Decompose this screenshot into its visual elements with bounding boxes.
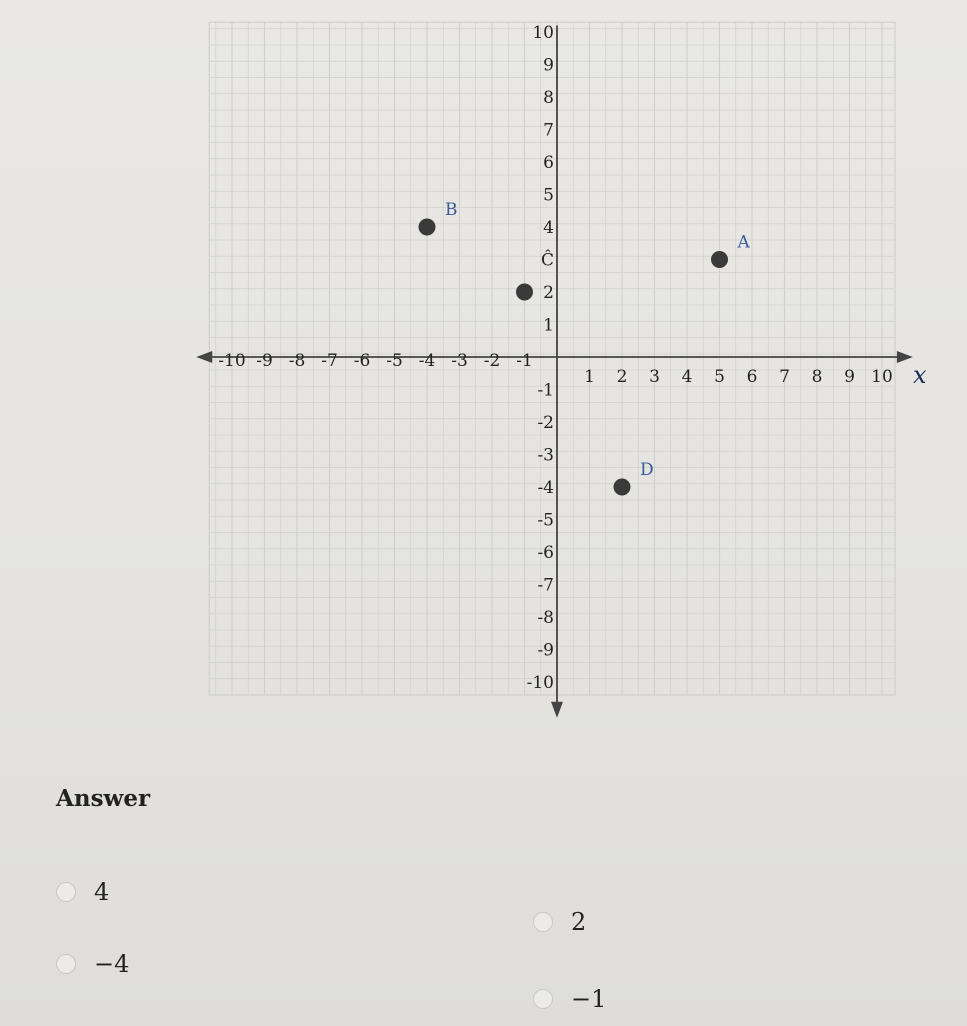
point-a xyxy=(711,251,728,268)
y-tick-label: Ĉ xyxy=(540,250,554,271)
y-tick-label: 8 xyxy=(543,88,554,108)
x-tick-label: 10 xyxy=(871,367,893,387)
x-tick-label: 7 xyxy=(779,367,790,387)
x-tick-label: 1 xyxy=(584,367,595,387)
y-tick-label: 6 xyxy=(543,153,554,173)
x-tick-label: 9 xyxy=(844,367,855,387)
choice-option-4[interactable] xyxy=(533,985,606,1013)
y-axis-arrow-down xyxy=(551,702,563,718)
y-tick-label: -7 xyxy=(537,575,554,596)
x-tick-label: -9 xyxy=(256,351,273,371)
point-b xyxy=(419,219,436,236)
answer-heading: Answer xyxy=(56,785,151,812)
y-tick-label: 5 xyxy=(543,185,554,206)
x-tick-label: -1 xyxy=(516,351,533,371)
radio-button[interactable] xyxy=(56,882,76,902)
y-tick-label: -1 xyxy=(537,380,554,401)
choice-label: −1 xyxy=(571,985,607,1013)
point-label-d: D xyxy=(640,460,654,480)
choice-option-1[interactable] xyxy=(56,878,109,906)
x-axis-arrow-left xyxy=(196,351,212,363)
y-tick-label: -5 xyxy=(537,510,554,531)
x-tick-label: -2 xyxy=(483,351,501,371)
x-tick-label: -4 xyxy=(418,351,436,371)
x-tick-label: -7 xyxy=(321,351,338,371)
y-tick-label: -4 xyxy=(537,478,554,498)
y-tick-label: 2 xyxy=(543,283,554,303)
y-tick-label: -2 xyxy=(537,413,554,433)
y-tick-label: -10 xyxy=(526,673,554,693)
y-tick-label: 9 xyxy=(543,55,554,76)
x-tick-label: -5 xyxy=(386,351,403,371)
x-tick-label: 4 xyxy=(681,367,693,387)
point-d xyxy=(614,479,631,496)
x-tick-label: -10 xyxy=(218,351,246,371)
point-label-b: B xyxy=(445,200,458,220)
choice-option-3[interactable] xyxy=(56,950,129,978)
y-tick-label: 10 xyxy=(532,23,554,43)
x-tick-label: 5 xyxy=(714,367,725,387)
point-label-a: A xyxy=(737,232,750,253)
x-tick-label: 3 xyxy=(649,367,660,387)
radio-button[interactable] xyxy=(533,989,553,1009)
x-tick-label: 6 xyxy=(746,367,758,387)
x-tick-label: 2 xyxy=(616,367,628,387)
y-tick-label: 4 xyxy=(543,218,554,238)
y-tick-label: 7 xyxy=(543,120,554,141)
y-tick-label: -3 xyxy=(537,445,554,466)
x-tick-label: -8 xyxy=(288,351,306,371)
y-tick-label: -6 xyxy=(537,543,554,563)
x-tick-label: -6 xyxy=(353,351,371,371)
choice-label: 2 xyxy=(571,908,587,936)
choice-label: 4 xyxy=(94,878,110,906)
choice-label: −4 xyxy=(94,950,130,978)
y-tick-label: -8 xyxy=(537,608,554,628)
radio-button[interactable] xyxy=(533,912,553,932)
choice-option-2[interactable] xyxy=(533,908,586,936)
radio-button[interactable] xyxy=(56,954,76,974)
point-c xyxy=(516,284,533,301)
y-tick-label: -9 xyxy=(537,640,554,661)
x-axis-label: x xyxy=(913,361,927,389)
x-axis-arrow-right xyxy=(897,351,913,363)
y-tick-label: 1 xyxy=(543,315,554,336)
x-tick-label: 8 xyxy=(811,367,823,387)
x-tick-label: -3 xyxy=(451,351,468,371)
